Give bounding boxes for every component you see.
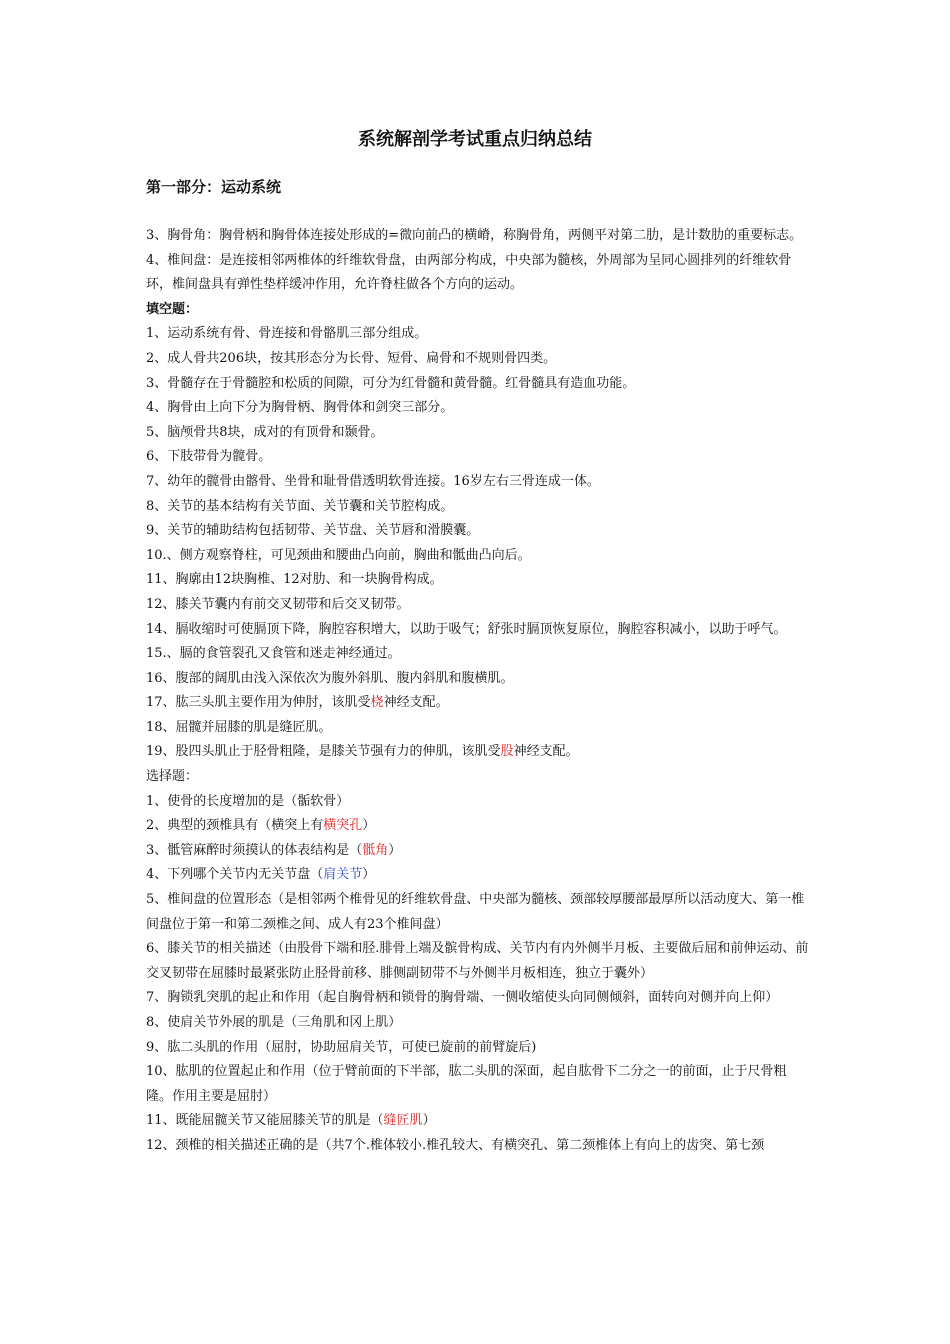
fill-in-item: 2、成人骨共206块，按其形态分为长骨、短骨、扁骨和不规则骨四类。 bbox=[146, 350, 557, 366]
document-title: 系统解剖学考试重点归纳总结 bbox=[358, 129, 592, 150]
highlighted-answer: 股 bbox=[500, 744, 514, 760]
fill-in-item: 6、下肢带骨为髋骨。 bbox=[146, 449, 272, 465]
choice-item bbox=[146, 1109, 810, 1134]
item-text: 3、骶管麻醉时须摸认的体表结构是（ bbox=[146, 842, 363, 858]
choice-item: 12、颈椎的相关描述正确的是（共7个.椎体较小.椎孔较大、有横突孔、第二颈椎体上有向上的齿突、第七颈 bbox=[146, 1137, 765, 1153]
item-text: 19、股四头肌止于胫骨粗隆，是膝关节强有力的伸肌，该肌受 bbox=[146, 744, 501, 760]
fill-in-item: 8、关节的基本结构有关节面、关节囊和关节腔构成。 bbox=[146, 498, 454, 514]
highlighted-answer: 肩关节 bbox=[323, 867, 363, 883]
fill-in-item: 7、幼年的髋骨由髂骨、坐骨和耻骨借透明软骨连接。16岁左右三骨连成一体。 bbox=[146, 473, 600, 489]
item-text: ） bbox=[362, 818, 376, 834]
fill-in-heading: 填空题： bbox=[146, 301, 199, 317]
choice-item: 10、肱肌的位置起止和作用（位于臂前面的下半部，肱二头肌的深面，起自肱骨下二分之一的前面，止于尺骨粗隆。作用主要是屈肘） bbox=[146, 1064, 787, 1104]
fill-in-item bbox=[146, 691, 810, 716]
highlighted-answer: 横突孔 bbox=[323, 818, 363, 834]
item-text: 11、既能屈髋关节又能屈膝关节的肌是（ bbox=[146, 1113, 384, 1129]
fill-in-item bbox=[146, 740, 810, 765]
fill-in-item: 14、膈收缩时可使膈顶下降，胸腔容积增大，以助于吸气；舒张时膈顶恢复原位，胸腔容积减小，以助于呼气。 bbox=[146, 621, 787, 637]
choice-item bbox=[146, 839, 810, 864]
fill-in-item: 15.、膈的食管裂孔又食管和迷走神经通过。 bbox=[146, 646, 401, 662]
highlighted-answer: 缝匠肌 bbox=[383, 1113, 423, 1129]
fill-in-item: 3、骨髓存在于骨髓腔和松质的间隙，可分为红骨髓和黄骨髓。红骨髓具有造血功能。 bbox=[146, 375, 636, 391]
fill-in-item: 18、屈髋并屈膝的肌是缝匠肌。 bbox=[146, 719, 332, 735]
choice-item: 9、肱二头肌的作用（屈肘，协助屈肩关节，可使已旋前的前臂旋后) bbox=[146, 1039, 537, 1055]
definition-item: 3、胸骨角：胸骨柄和胸骨体连接处形成的=微向前凸的横嵴，称胸骨角，两侧平对第二肋，是计数肋的重要标志。 bbox=[146, 228, 803, 243]
choice-item: 5、椎间盘的位置形态（是相邻两个椎骨见的纤维软骨盘、中央部为髓核、颈部较厚腰部最厚所以活动度大、第一椎间盘位于第一和第二颈椎之间、成人有23个椎间盘） bbox=[146, 892, 805, 932]
choice-item: 6、膝关节的相关描述（由股骨下端和胫.腓骨上端及髌骨构成、关节内有内外侧半月板、主要做后屈和前伸运动、前交叉韧带在屈膝时最紧张防止胫骨前移、腓侧副韧带不与外侧半月板相连，独立于囊外） bbox=[146, 941, 809, 981]
highlighted-answer: 桡 bbox=[370, 695, 384, 711]
fill-in-item: 16、腹部的阔肌由浅入深依次为腹外斜肌、腹内斜肌和腹横肌。 bbox=[146, 670, 514, 686]
choice-item: 7、胸锁乳突肌的起止和作用（起自胸骨柄和锁骨的胸骨端、一侧收缩使头向同侧倾斜，面转向对侧并向上仰） bbox=[146, 990, 779, 1006]
item-text: ） bbox=[422, 1113, 436, 1129]
fill-in-item: 11、胸廓由12块胸椎、12对肋、和一块胸骨构成。 bbox=[146, 572, 443, 588]
fill-in-item: 12、膝关节囊内有前交叉韧带和后交叉韧带。 bbox=[146, 596, 410, 612]
definition-item: 4、椎间盘：是连接相邻两椎体的纤维软骨盘，由两部分构成，中央部为髓核，外周部为呈同心圆排列的纤维软骨环，椎间盘具有弹性垫样缓冲作用，允许脊柱做各个方向的运动。 bbox=[146, 252, 792, 293]
item-text: 17、肱三头肌主要作用为伸肘，该肌受 bbox=[146, 695, 371, 711]
fill-in-item: 10.、侧方观察脊柱，可见颈曲和腰曲凸向前，胸曲和骶曲凸向后。 bbox=[146, 547, 531, 563]
item-text: ） bbox=[362, 867, 376, 883]
item-text: 4、下列哪个关节内无关节盘（ bbox=[146, 867, 324, 883]
fill-in-item: 4、胸骨由上向下分为胸骨柄、胸骨体和剑突三部分。 bbox=[146, 400, 454, 416]
choice-item: 1、使骨的长度增加的是（骺软骨） bbox=[146, 793, 350, 809]
highlighted-answer: 骶角 bbox=[362, 842, 389, 858]
item-text: ） bbox=[388, 842, 402, 858]
choice-heading: 选择题： bbox=[146, 769, 199, 785]
fill-in-item: 1、运动系统有骨、骨连接和骨骼肌三部分组成。 bbox=[146, 326, 428, 342]
choice-item: 8、使肩关节外展的肌是（三角肌和冈上肌） bbox=[146, 1015, 402, 1030]
section-heading: 第一部分：运动系统 bbox=[146, 178, 282, 196]
choice-item bbox=[146, 814, 810, 839]
fill-in-item: 9、关节的辅助结构包括韧带、关节盘、关节唇和滑膜囊。 bbox=[146, 523, 480, 539]
item-text: 神经支配。 bbox=[513, 744, 579, 760]
choice-item bbox=[146, 863, 810, 888]
item-text: 神经支配。 bbox=[383, 695, 449, 711]
fill-in-item: 5、脑颅骨共8块，成对的有顶骨和颞骨。 bbox=[146, 424, 384, 440]
document-body bbox=[146, 224, 810, 1159]
item-text: 2、典型的颈椎具有（横突上有 bbox=[146, 818, 324, 834]
